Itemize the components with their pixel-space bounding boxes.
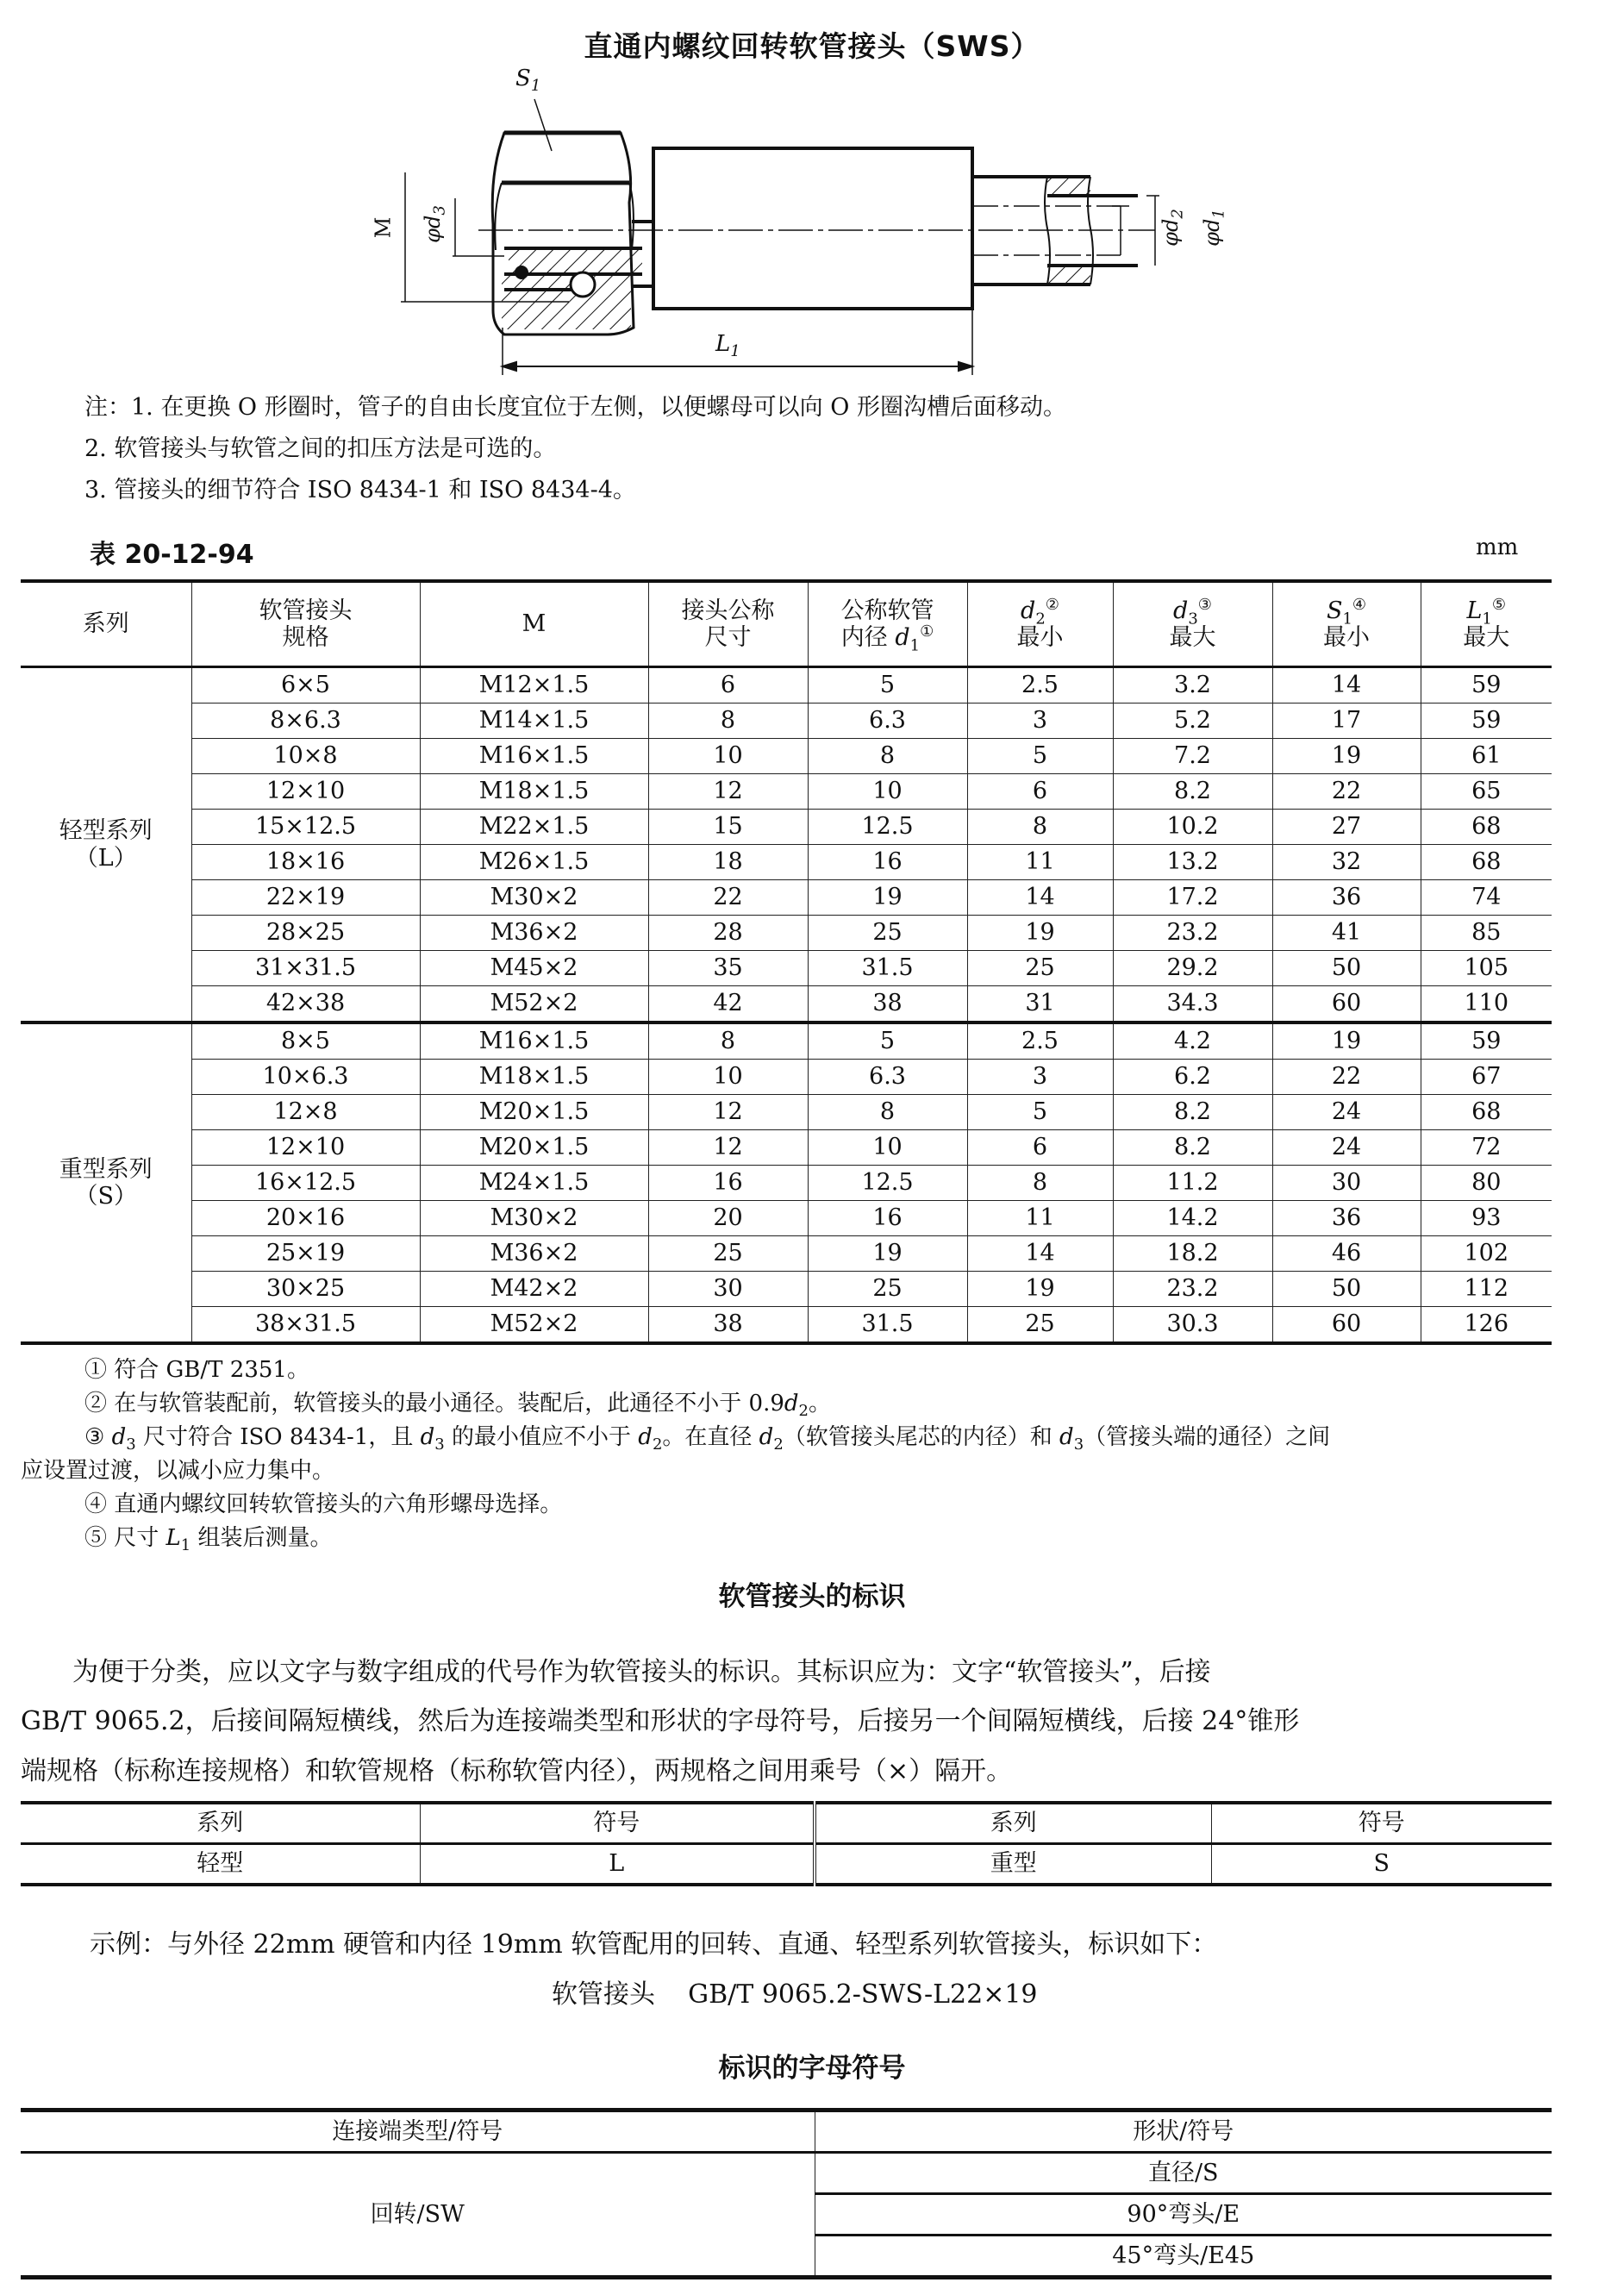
cell-heavy-series: 重型 <box>815 1844 1211 1885</box>
table-row <box>21 1166 1552 1201</box>
table-row <box>21 880 1552 916</box>
cell-s1-min: 22 <box>1272 1060 1421 1095</box>
cell-d2-min: 19 <box>967 916 1113 951</box>
header-m: M <box>420 581 648 667</box>
cell-light-symbol: L <box>420 1844 815 1885</box>
header-symbol-1: 符号 <box>420 1803 815 1844</box>
cell-d2-min: 25 <box>967 951 1113 986</box>
cell-s1-min: 22 <box>1272 774 1421 810</box>
table-header-row <box>21 581 1552 667</box>
cell-spec: 12×8 <box>191 1095 420 1130</box>
table-row <box>21 1022 1552 1060</box>
table-row <box>21 1236 1552 1272</box>
cell-m: M20×1.5 <box>420 1095 648 1130</box>
cell-d3-max: 17.2 <box>1113 880 1272 916</box>
footnote-2: ② 在与软管装配前，软管接头的最小通径。装配后，此通径不小于 $0.9d_2$。 <box>84 1391 832 1421</box>
cell-m: M24×1.5 <box>420 1166 648 1201</box>
fitting-cross-section-diagram <box>0 0 1624 379</box>
header-spec: 软管接头 规格 <box>191 581 420 667</box>
cell-l1-max: 68 <box>1421 1095 1552 1130</box>
cell-nominal-size: 8 <box>648 704 808 739</box>
cell-spec: 30×25 <box>191 1272 420 1307</box>
cell-m: M16×1.5 <box>420 739 648 774</box>
cell-d3-max: 34.3 <box>1113 986 1272 1023</box>
cell-m: M36×2 <box>420 1236 648 1272</box>
cell-d3-max: 14.2 <box>1113 1201 1272 1236</box>
cell-hose-id: 8 <box>808 739 967 774</box>
cell-hose-id: 12.5 <box>808 1166 967 1201</box>
cell-nominal-size: 8 <box>648 1022 808 1060</box>
table-row <box>21 916 1552 951</box>
unit-label: mm <box>1476 535 1519 560</box>
series-symbol-row <box>21 1844 1552 1885</box>
cell-d3-max: 5.2 <box>1113 704 1272 739</box>
cell-s1-min: 30 <box>1272 1166 1421 1201</box>
cell-spec: 31×31.5 <box>191 951 420 986</box>
cell-hose-id: 8 <box>808 1095 967 1130</box>
note-1: 注：1. 在更换 O 形圈时，管子的自由长度宜位于左侧，以便螺母可以向 O 形圈沟槽后面移动。 <box>84 394 1066 421</box>
cell-l1-max: 80 <box>1421 1166 1552 1201</box>
series-symbol-header-row <box>21 1803 1552 1844</box>
footnote-1: ① 符合 GB/T 2351。 <box>84 1357 309 1383</box>
cell-l1-max: 74 <box>1421 880 1552 916</box>
cell-m: M30×2 <box>420 880 648 916</box>
cell-s1-min: 41 <box>1272 916 1421 951</box>
cell-hose-id: 16 <box>808 1201 967 1236</box>
cell-spec: 28×25 <box>191 916 420 951</box>
header-series-1: 系列 <box>21 1803 420 1844</box>
cell-d2-min: 11 <box>967 845 1113 880</box>
cell-l1-max: 61 <box>1421 739 1552 774</box>
cell-d3-max: 8.2 <box>1113 1095 1272 1130</box>
cell-s1-min: 46 <box>1272 1236 1421 1272</box>
cell-nominal-size: 12 <box>648 1130 808 1166</box>
header-nominal-size: 接头公称 尺寸 <box>648 581 808 667</box>
table-row <box>21 1095 1552 1130</box>
cell-nominal-size: 10 <box>648 1060 808 1095</box>
cell-d2-min: 11 <box>967 1201 1113 1236</box>
cell-hose-id: 12.5 <box>808 810 967 845</box>
cell-spec: 15×12.5 <box>191 810 420 845</box>
cell-d3-max: 11.2 <box>1113 1166 1272 1201</box>
cell-nominal-size: 20 <box>648 1201 808 1236</box>
cell-spec: 22×19 <box>191 880 420 916</box>
cell-hose-id: 5 <box>808 1022 967 1060</box>
letter-symbol-table <box>21 2108 1552 2279</box>
cell-d3-max: 13.2 <box>1113 845 1272 880</box>
cell-d3-max: 10.2 <box>1113 810 1272 845</box>
cell-nominal-size: 30 <box>648 1272 808 1307</box>
cell-d2-min: 5 <box>967 1095 1113 1130</box>
cell-hose-id: 25 <box>808 1272 967 1307</box>
cell-m: M45×2 <box>420 951 648 986</box>
header-d3: $d_3^③$ 最大 <box>1113 581 1272 667</box>
cell-spec: 8×5 <box>191 1022 420 1060</box>
cell-nominal-size: 35 <box>648 951 808 986</box>
footnote-4: ④ 直通内螺纹回转软管接头的六角形螺母选择。 <box>84 1491 563 1517</box>
cell-hose-id: 10 <box>808 1130 967 1166</box>
table-row <box>21 986 1552 1023</box>
cell-d2-min: 2.5 <box>967 667 1113 704</box>
cell-nominal-size: 28 <box>648 916 808 951</box>
cell-l1-max: 68 <box>1421 845 1552 880</box>
cell-spec: 38×31.5 <box>191 1307 420 1344</box>
label-d2: $\varphi d_2$ <box>1158 209 1187 247</box>
cell-hose-id: 5 <box>808 667 967 704</box>
header-series: 系列 <box>21 581 191 667</box>
series-group-cell: 重型系列 （S） <box>21 1022 191 1343</box>
cell-s1-min: 27 <box>1272 810 1421 845</box>
table-row <box>21 1060 1552 1095</box>
header-shape: 形状/符号 <box>815 2111 1552 2153</box>
label-m: M <box>371 216 396 239</box>
cell-nominal-size: 16 <box>648 1166 808 1201</box>
table-row <box>21 1130 1552 1166</box>
table-row <box>21 774 1552 810</box>
cell-hose-id: 16 <box>808 845 967 880</box>
cell-hose-id: 31.5 <box>808 951 967 986</box>
cell-l1-max: 65 <box>1421 774 1552 810</box>
cell-s1-min: 17 <box>1272 704 1421 739</box>
cell-m: M18×1.5 <box>420 774 648 810</box>
cell-d2-min: 2.5 <box>967 1022 1113 1060</box>
dimension-table <box>21 579 1552 1345</box>
cell-d2-min: 8 <box>967 1166 1113 1201</box>
cell-s1-min: 24 <box>1272 1130 1421 1166</box>
cell-m: M52×2 <box>420 986 648 1023</box>
cell-s1-min: 19 <box>1272 1022 1421 1060</box>
cell-m: M52×2 <box>420 1307 648 1344</box>
header-symbol-2: 符号 <box>1211 1803 1552 1844</box>
cell-spec: 12×10 <box>191 1130 420 1166</box>
cell-d2-min: 14 <box>967 880 1113 916</box>
cell-spec: 10×6.3 <box>191 1060 420 1095</box>
section-heading-marking: 软管接头的标识 <box>718 1581 906 1612</box>
cell-hose-id: 6.3 <box>808 1060 967 1095</box>
cell-spec: 25×19 <box>191 1236 420 1272</box>
label-l1: $L_1$ <box>715 331 740 361</box>
cell-spec: 20×16 <box>191 1201 420 1236</box>
marking-paragraph-line-2: GB/T 9065.2，后接间隔短横线，然后为连接端类型和形状的字母符号，后接另一个间隔短横线，后接 24°锥形 <box>21 1706 1300 1736</box>
cell-l1-max: 112 <box>1421 1272 1552 1307</box>
cell-s1-min: 32 <box>1272 845 1421 880</box>
cell-nominal-size: 25 <box>648 1236 808 1272</box>
header-connection-type: 连接端类型/符号 <box>21 2111 815 2153</box>
cell-nominal-size: 6 <box>648 667 808 704</box>
table-row <box>21 810 1552 845</box>
cell-m: M22×1.5 <box>420 810 648 845</box>
cell-m: M12×1.5 <box>420 667 648 704</box>
note-2: 2. 软管接头与软管之间的扣压方法是可选的。 <box>84 435 557 462</box>
cell-d3-max: 29.2 <box>1113 951 1272 986</box>
cell-spec: 18×16 <box>191 845 420 880</box>
cell-s1-min: 60 <box>1272 986 1421 1023</box>
cell-l1-max: 72 <box>1421 1130 1552 1166</box>
cell-hose-id: 19 <box>808 880 967 916</box>
footnote-3: ③ $d_3$ 尺寸符合 ISO 8434-1，且 $d_3$ 的最小值应不小于 $d_2$。在直径 $d_2$（软管接头尾芯的内径）和 $d_3$（管接头端的通径）之间 <box>84 1424 1331 1454</box>
cell-l1-max: 105 <box>1421 951 1552 986</box>
cell-nominal-size: 22 <box>648 880 808 916</box>
cell-spec: 6×5 <box>191 667 420 704</box>
footnote-5: ⑤ 尺寸 $L_1$ 组装后测量。 <box>84 1525 333 1555</box>
footnote-3-cont: 应设置过渡，以减小应力集中。 <box>21 1458 335 1484</box>
cell-d3-max: 30.3 <box>1113 1307 1272 1344</box>
cell-d2-min: 3 <box>967 1060 1113 1095</box>
series-symbol-table <box>21 1801 1552 1886</box>
header-d2: $d_2^②$ 最小 <box>967 581 1113 667</box>
cell-nominal-size: 12 <box>648 1095 808 1130</box>
cell-m: M36×2 <box>420 916 648 951</box>
cell-nominal-size: 38 <box>648 1307 808 1344</box>
cell-l1-max: 85 <box>1421 916 1552 951</box>
cell-s1-min: 24 <box>1272 1095 1421 1130</box>
cell-nominal-size: 10 <box>648 739 808 774</box>
cell-d2-min: 6 <box>967 1130 1113 1166</box>
cell-hose-id: 19 <box>808 1236 967 1272</box>
cell-d3-max: 23.2 <box>1113 1272 1272 1307</box>
cell-hose-id: 31.5 <box>808 1307 967 1344</box>
cell-d2-min: 19 <box>967 1272 1113 1307</box>
cell-s1-min: 14 <box>1272 667 1421 704</box>
cell-hose-id: 6.3 <box>808 704 967 739</box>
cell-m: M26×1.5 <box>420 845 648 880</box>
table-row <box>21 1272 1552 1307</box>
table-row <box>21 704 1552 739</box>
header-hose-id: 公称软管 内径 $d_1^①$ <box>808 581 967 667</box>
cell-d2-min: 3 <box>967 704 1113 739</box>
cell-d2-min: 5 <box>967 739 1113 774</box>
cell-d3-max: 8.2 <box>1113 1130 1272 1166</box>
page-title: 直通内螺纹回转软管接头（SWS） <box>584 29 1040 63</box>
table-row <box>21 739 1552 774</box>
cell-shape-90-elbow: 90°弯头/E <box>815 2194 1552 2236</box>
cell-d3-max: 4.2 <box>1113 1022 1272 1060</box>
cell-l1-max: 59 <box>1421 667 1552 704</box>
cell-s1-min: 50 <box>1272 951 1421 986</box>
note-3: 3. 管接头的细节符合 ISO 8434-1 和 ISO 8434-4。 <box>84 477 636 503</box>
letter-symbol-header-row <box>21 2111 1552 2153</box>
cell-m: M14×1.5 <box>420 704 648 739</box>
cell-nominal-size: 42 <box>648 986 808 1023</box>
cell-d2-min: 8 <box>967 810 1113 845</box>
cell-d2-min: 6 <box>967 774 1113 810</box>
cell-spec: 42×38 <box>191 986 420 1023</box>
cell-spec: 8×6.3 <box>191 704 420 739</box>
example-intro: 示例：与外径 22mm 硬管和内径 19mm 软管配用的回转、直通、轻型系列软管接头，标识如下： <box>90 1929 1218 1960</box>
cell-l1-max: 126 <box>1421 1307 1552 1344</box>
cell-spec: 12×10 <box>191 774 420 810</box>
cell-shape-straight: 直径/S <box>815 2153 1552 2194</box>
cell-connection-swivel: 回转/SW <box>21 2153 815 2278</box>
label-s1: $S_1$ <box>515 66 541 96</box>
cell-nominal-size: 12 <box>648 774 808 810</box>
table-row <box>21 1201 1552 1236</box>
header-s1: $S_1^④$ 最小 <box>1272 581 1421 667</box>
table-row <box>21 845 1552 880</box>
cell-nominal-size: 18 <box>648 845 808 880</box>
cell-l1-max: 67 <box>1421 1060 1552 1095</box>
cell-d3-max: 6.2 <box>1113 1060 1272 1095</box>
cell-spec: 10×8 <box>191 739 420 774</box>
cell-hose-id: 25 <box>808 916 967 951</box>
cell-l1-max: 110 <box>1421 986 1552 1023</box>
cell-nominal-size: 15 <box>648 810 808 845</box>
letter-symbol-row <box>21 2153 1552 2194</box>
cell-shape-45-elbow: 45°弯头/E45 <box>815 2236 1552 2278</box>
label-d1: $\varphi d_1$ <box>1199 209 1228 247</box>
cell-l1-max: 68 <box>1421 810 1552 845</box>
cell-spec: 16×12.5 <box>191 1166 420 1201</box>
cell-s1-min: 36 <box>1272 1201 1421 1236</box>
cell-s1-min: 50 <box>1272 1272 1421 1307</box>
cell-m: M20×1.5 <box>420 1130 648 1166</box>
cell-d3-max: 7.2 <box>1113 739 1272 774</box>
cell-d3-max: 18.2 <box>1113 1236 1272 1272</box>
cell-m: M42×2 <box>420 1272 648 1307</box>
cell-l1-max: 102 <box>1421 1236 1552 1272</box>
marking-paragraph-line-1: 为便于分类，应以文字与数字组成的代号作为软管接头的标识。其标识应为：文字“软管接头”，后接 <box>21 1657 1211 1687</box>
cell-l1-max: 59 <box>1421 1022 1552 1060</box>
cell-m: M16×1.5 <box>420 1022 648 1060</box>
cell-hose-id: 10 <box>808 774 967 810</box>
example-code: 软管接头 GB/T 9065.2-SWS-L22×19 <box>552 1979 1038 2010</box>
cell-m: M30×2 <box>420 1201 648 1236</box>
cell-l1-max: 93 <box>1421 1201 1552 1236</box>
cell-s1-min: 36 <box>1272 880 1421 916</box>
table-row <box>21 1307 1552 1344</box>
cell-d2-min: 25 <box>967 1307 1113 1344</box>
cell-s1-min: 19 <box>1272 739 1421 774</box>
section-heading-letter-symbols: 标识的字母符号 <box>718 2053 906 2084</box>
cell-s1-min: 60 <box>1272 1307 1421 1344</box>
table-row <box>21 951 1552 986</box>
cell-m: M18×1.5 <box>420 1060 648 1095</box>
cell-l1-max: 59 <box>1421 704 1552 739</box>
table-label: 表 20-12-94 <box>90 540 254 570</box>
cell-d3-max: 8.2 <box>1113 774 1272 810</box>
cell-heavy-symbol: S <box>1211 1844 1552 1885</box>
series-group-cell: 轻型系列 （L） <box>21 667 191 1023</box>
header-series-2: 系列 <box>815 1803 1211 1844</box>
cell-hose-id: 38 <box>808 986 967 1023</box>
table-row <box>21 667 1552 704</box>
cell-light-series: 轻型 <box>21 1844 420 1885</box>
header-l1: $L_1^⑤$ 最大 <box>1421 581 1552 667</box>
cell-d2-min: 14 <box>967 1236 1113 1272</box>
cell-d2-min: 31 <box>967 986 1113 1023</box>
label-d3: $\varphi d_3$ <box>420 205 449 243</box>
cell-d3-max: 3.2 <box>1113 667 1272 704</box>
cell-d3-max: 23.2 <box>1113 916 1272 951</box>
marking-paragraph-line-3: 端规格（标称连接规格）和软管规格（标称软管内径），两规格之间用乘号（×）隔开。 <box>21 1756 1013 1786</box>
